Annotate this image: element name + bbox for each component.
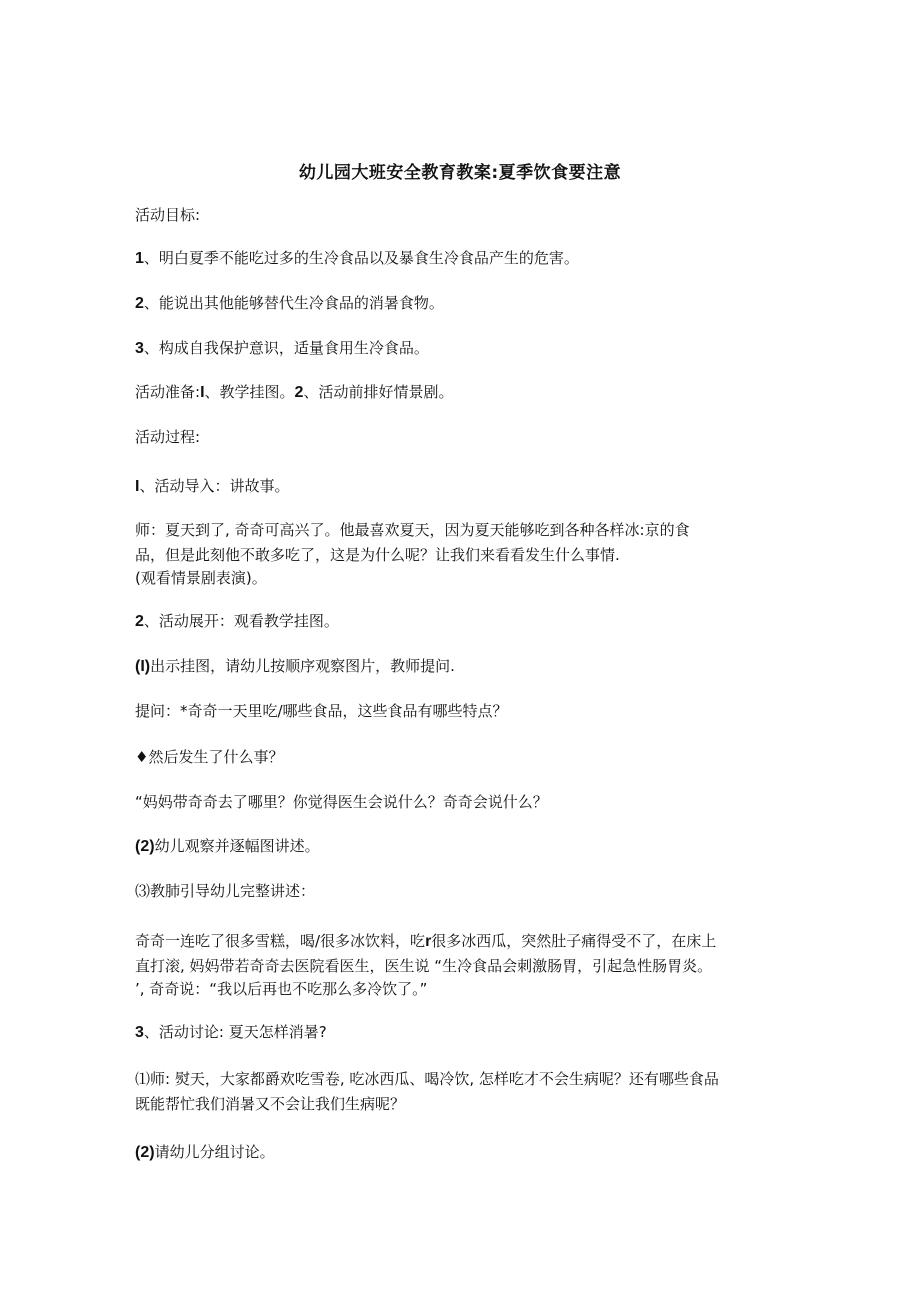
goals-heading: 活动目标:: [135, 206, 201, 224]
preparation-label: 活动准备:: [135, 383, 201, 401]
discussion-1-line-2: 既能帮忙我们消暑又不会让我们生病呢？: [135, 1095, 406, 1113]
goal-1-text: 、明白夏季不能吃过多的生冷食品以及暴食生冷食品产生的危害。: [143, 249, 579, 267]
sub-step-1-number: (I): [135, 658, 151, 675]
step-1-text: 、活动导入：讲故事。: [139, 477, 290, 495]
preparation-line: [135, 380, 795, 405]
discussion-2-number: (2): [135, 1144, 155, 1161]
narration-line-3: ’, 奇奇说：“我以后再也不吃那么多冷饮了。”: [135, 980, 428, 998]
question-1: 提问：*奇奇一天里吃/哪些食品，这些食品有哪些特点？: [135, 702, 508, 720]
step-1-number: I: [135, 478, 140, 495]
preparation-number-2: 2: [294, 384, 304, 401]
question-3: “妈妈带奇奇去了哪里？你觉得医生会说什么？奇奇会说什么？: [135, 793, 548, 811]
step-2-text: 、活动展开：观看教学挂图。: [143, 612, 339, 630]
sub-step-3: ⑶教肺引导幼儿完整讲述：: [135, 882, 316, 900]
preparation-number-1: I: [200, 384, 205, 401]
goal-1-number: 1: [135, 250, 144, 267]
goal-2: [135, 291, 795, 316]
goal-3-number: 3: [135, 340, 144, 357]
narration-line-2: 直打滚, 妈妈带若奇奇去医院看医生，医生说 “生冷食品会刺激肠胃，引起急性肠胃炎。: [135, 957, 713, 975]
story-line-2: 品，但是此刻他不敢多吃了，这是为什么呢？让我们来看看发生什么事情.: [135, 546, 620, 564]
step-3-text: 、活动讨论: 夏天怎样消暑?: [143, 1023, 327, 1041]
narration-part-a: 奇奇一连吃了很多雪糕，喝/很多冰饮料，吃: [135, 932, 426, 950]
step-2-number: 2: [135, 613, 144, 630]
goal-3-text: 、构成自我保护意识，适量食用生冷食品。: [143, 339, 429, 357]
sub-step-2: [135, 834, 795, 859]
preparation-item-1: 、教学挂图。: [204, 383, 295, 401]
narration-part-b: r: [425, 933, 432, 950]
discussion-2-text: 请幼儿分组讨论。: [154, 1143, 275, 1161]
goal-2-number: 2: [135, 295, 144, 312]
narration-line-1: [135, 929, 795, 954]
document-title: 幼儿园大班安全教育教案:夏季饮食要注意: [298, 163, 622, 183]
story-line-1: 师：夏天到了, 奇奇可高兴了。他最喜欢夏天，因为夏天能够吃到各种各样冰:京的食: [135, 521, 690, 539]
step-3-number: 3: [135, 1024, 144, 1041]
sub-step-2-text: 幼儿观察并逐幅图讲述。: [154, 837, 320, 855]
discussion-2: [135, 1140, 795, 1165]
process-heading: 活动过程:: [135, 428, 201, 446]
goal-2-text: 、能说出其他能够替代生冷食品的消暑食物。: [143, 294, 444, 312]
step-1: [135, 474, 795, 499]
preparation-item-2: 、活动前排好情景剧。: [303, 383, 454, 401]
story-line-3: (观看情景剧表演)。: [135, 569, 267, 587]
goal-1: [135, 246, 795, 271]
sub-step-1: [135, 654, 795, 679]
sub-step-1-text: 出示挂图，请幼儿按顺序观察图片，教师提问.: [150, 657, 455, 675]
step-3: [135, 1020, 795, 1045]
narration-part-c: 很多冰西瓜，突然肚子痛得受不了，在床上: [431, 932, 717, 950]
sub-step-2-number: (2): [135, 838, 155, 855]
question-2: ♦然后发生了什么事？: [135, 748, 284, 766]
goal-3: [135, 336, 795, 361]
discussion-1-line-1: ⑴师: 熨天，大家都爵欢吃雪卷, 吃冰西瓜、喝冷饮, 怎样吃才不会生病呢？还有哪些食品: [135, 1070, 719, 1088]
step-2: [135, 609, 795, 634]
